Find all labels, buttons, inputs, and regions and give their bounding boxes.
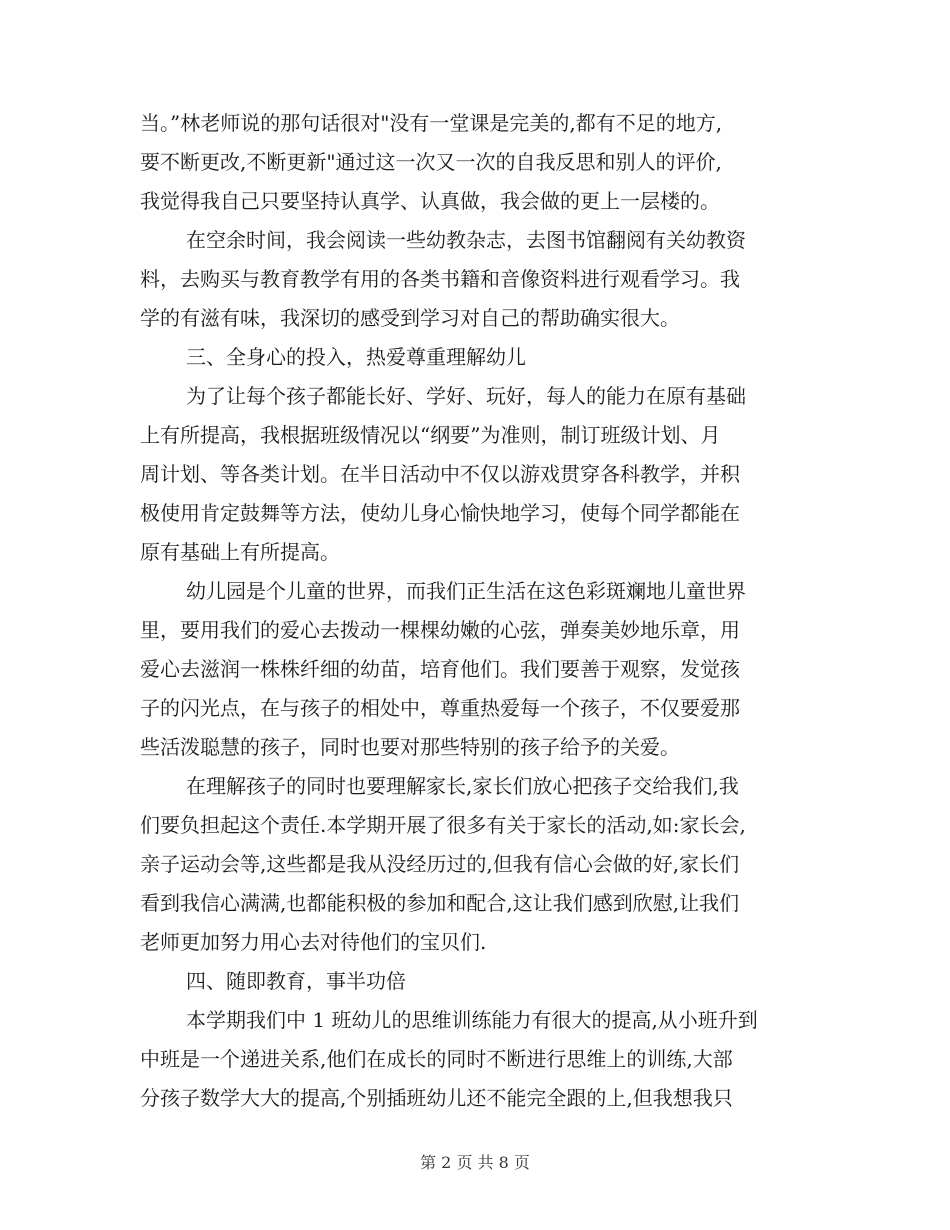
text-line: 在理解孩子的同时也要理解家长,家长们放心把孩子交给我们,我: [186, 774, 739, 798]
text-line: 亲子运动会等,这些都是我从没经历过的,但我有信心会做的好,家长们: [140, 852, 740, 876]
section-heading: 四、随即教育，事半功倍: [186, 969, 406, 993]
text-line: 极使用肯定鼓舞等方法，使幼儿身心愉快地学习，使每个同学都能在: [140, 501, 740, 525]
text-line: 周计划、等各类计划。在半日活动中不仅以游戏贯穿各科教学，并积: [140, 462, 740, 486]
text-line: 当。”林老师说的那句话很对"没有一堂课是完美的,都有不足的地方,: [140, 111, 723, 135]
text-line: 中班是一个递进关系,他们在成长的同时不断进行思维上的训练,大部: [140, 1047, 733, 1071]
document-body: [140, 104, 820, 1118]
text-line: 里，要用我们的爱心去拨动一棵棵幼嫩的心弦，弹奏美妙地乐章，用: [140, 618, 740, 642]
text-line: 幼儿园是个儿童的世界，而我们正生活在这色彩斑斓地儿童世界: [186, 579, 746, 603]
text-line: 爱心去滋润一株株纤细的幼苗，培育他们。我们要善于观察，发觉孩: [140, 657, 740, 681]
text-line: 上有所提高，我根据班级情况以“纲要”为准则，制订班级计划、月: [140, 423, 721, 447]
text-line: 老师更加努力用心去对待他们的宝贝们.: [140, 930, 487, 954]
text-line: 我觉得我自己只要坚持认真学、认真做，我会做的更上一层楼的。: [140, 189, 720, 213]
text-line: 本学期我们中 1 班幼儿的思维训练能力有很大的提高,从小班升到: [186, 1008, 758, 1032]
page-number: 第 2 页 共 8 页: [420, 1153, 530, 1172]
text-line: 原有基础上有所提高。: [140, 540, 340, 564]
text-line: 些活泼聪慧的孩子，同时也要对那些特别的孩子给予的关爱。: [140, 735, 680, 759]
text-line: 们要负担起这个责任.本学期开展了很多有关于家长的活动,如:家长会,: [140, 813, 746, 837]
text-line: 分孩子数学大大的提高,个别插班幼儿还不能完全跟的上,但我想我只: [140, 1086, 733, 1110]
text-line: 看到我信心满满,也都能积极的参加和配合,这让我们感到欣慰,让我们: [140, 891, 740, 915]
text-line: 料，去购买与教育教学有用的各类书籍和音像资料进行观看学习。我: [140, 267, 740, 291]
text-line: 子的闪光点，在与孩子的相处中，尊重热爱每一个孩子，不仅要爱那: [140, 696, 740, 720]
text-line: 学的有滋有味，我深切的感受到学习对自己的帮助确实很大。: [140, 306, 680, 330]
section-heading: 三、全身心的投入，热爱尊重理解幼儿: [186, 345, 526, 369]
text-line: 为了让每个孩子都能长好、学好、玩好，每人的能力在原有基础: [186, 384, 746, 408]
text-line: 要不断更改,不断更新"通过这一次又一次的自我反思和别人的评价,: [140, 150, 722, 174]
text-line: 在空余时间，我会阅读一些幼教杂志，去图书馆翻阅有关幼教资: [186, 228, 746, 252]
